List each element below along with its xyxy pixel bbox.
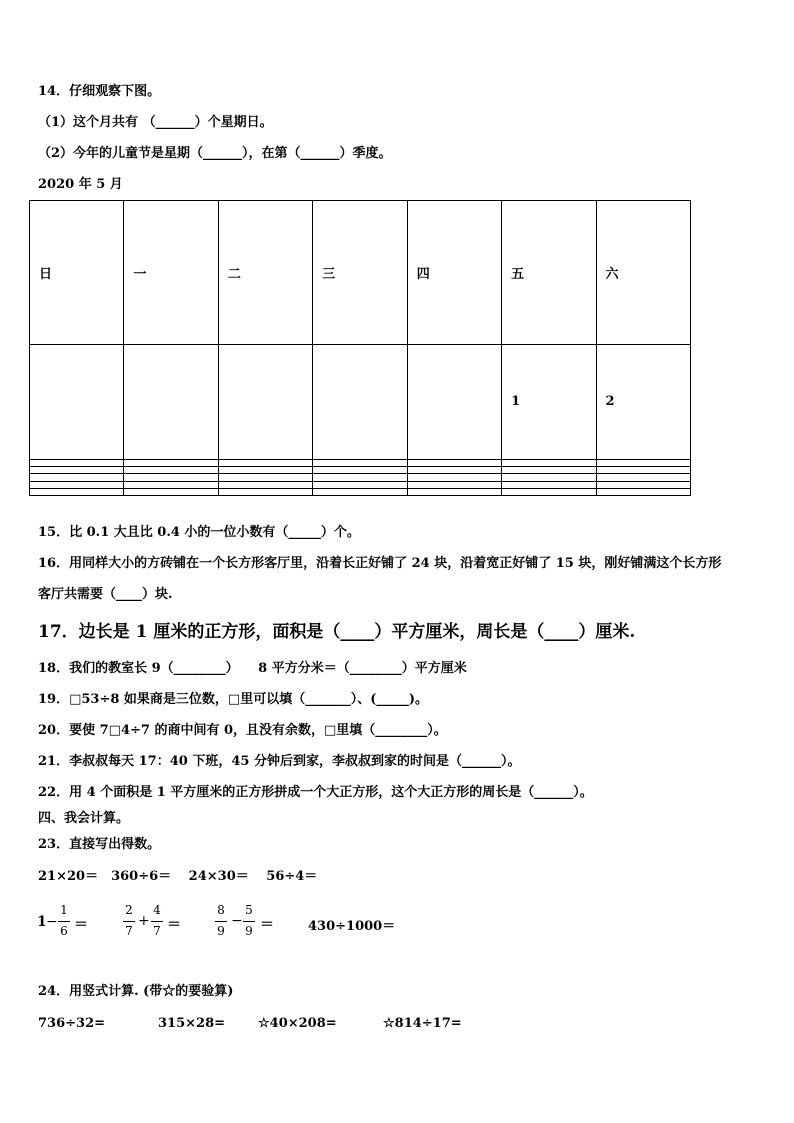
calendar-cell bbox=[596, 467, 690, 474]
q23-title: 23．直接写出得数。 bbox=[38, 837, 161, 852]
calendar-cell bbox=[313, 474, 407, 481]
calendar-cell bbox=[407, 474, 501, 481]
calendar-cell bbox=[407, 467, 501, 474]
q17: 17．边长是 1 厘米的正方形，面积是（____）平方厘米，周长是（____）厘米. bbox=[38, 622, 636, 642]
calendar-cell bbox=[407, 488, 501, 495]
q19: 19．□53÷8 如果商是三位数，□里可以填（_______）、(_____)。 bbox=[38, 692, 429, 707]
q14-title: 14．仔细观察下图。 bbox=[38, 84, 161, 99]
calendar-cell bbox=[218, 344, 312, 459]
q16-line2: 客厅共需要（____）块. bbox=[38, 587, 173, 602]
calendar-cell bbox=[218, 460, 312, 467]
calendar-cell bbox=[30, 488, 124, 495]
q24-title: 24．用竖式计算. (带☆的要验算) bbox=[38, 984, 234, 999]
calendar-cell bbox=[30, 474, 124, 481]
calendar-row bbox=[30, 467, 691, 474]
expr3-equals: ＝ bbox=[260, 917, 274, 933]
q24-item: ☆814÷17= bbox=[383, 1016, 462, 1031]
calendar-cell bbox=[218, 474, 312, 481]
calendar-table bbox=[29, 200, 691, 496]
calendar-cell bbox=[218, 481, 312, 488]
fraction-bar bbox=[243, 921, 255, 922]
calendar-cell bbox=[124, 474, 218, 481]
q18: 18．我们的教室长 9（________） 8 平方分米＝（________）平方厘米 bbox=[38, 661, 467, 676]
expr3-denominator-2: 9 bbox=[245, 924, 253, 938]
calendar-cell bbox=[407, 481, 501, 488]
calendar-cell bbox=[596, 488, 690, 495]
q14-part2: （2）今年的儿童节是星期（______），在第（______）季度。 bbox=[38, 146, 392, 161]
calendar-cell bbox=[502, 481, 596, 488]
expr2-denominator-1: 7 bbox=[125, 924, 133, 938]
expr2-numerator-2: 4 bbox=[153, 903, 161, 917]
calendar-cell bbox=[30, 460, 124, 467]
calendar-cell bbox=[502, 460, 596, 467]
calendar-cell bbox=[218, 467, 312, 474]
calendar-cell bbox=[124, 481, 218, 488]
calendar-cell bbox=[313, 460, 407, 467]
calendar-cell bbox=[502, 474, 596, 481]
calendar-header: 二 bbox=[218, 201, 312, 345]
expr2-equals: ＝ bbox=[167, 917, 181, 933]
calendar-cell bbox=[407, 344, 501, 459]
q24-item: ☆40×208= bbox=[258, 1016, 337, 1031]
calendar-cell bbox=[596, 481, 690, 488]
expr3-denominator-1: 9 bbox=[217, 924, 225, 938]
calendar-cell bbox=[313, 344, 407, 459]
calendar-cell bbox=[313, 488, 407, 495]
expr1-minus: − bbox=[46, 914, 58, 930]
section-4-heading: 四、我会计算。 bbox=[38, 811, 130, 826]
calendar-row bbox=[30, 488, 691, 495]
fraction-bar bbox=[151, 921, 163, 922]
q24-item: 736÷32= bbox=[38, 1016, 106, 1031]
calendar-cell bbox=[313, 481, 407, 488]
expr1-numerator: 1 bbox=[60, 903, 68, 917]
calendar-cell bbox=[596, 460, 690, 467]
calendar-row bbox=[30, 481, 691, 488]
calendar-cell bbox=[30, 467, 124, 474]
calendar-cell bbox=[596, 474, 690, 481]
expr3-numerator-1: 8 bbox=[217, 903, 225, 917]
expr2-denominator-2: 7 bbox=[153, 924, 161, 938]
calendar-header: 日 bbox=[30, 201, 124, 345]
calendar-cell: 2 bbox=[596, 344, 690, 459]
calendar-cell bbox=[502, 467, 596, 474]
calendar-title: 2020 年 5 月 bbox=[38, 177, 123, 192]
q14-part1: （1）这个月共有 （______）个星期日。 bbox=[38, 115, 273, 130]
fraction-bar bbox=[215, 921, 227, 922]
calendar-cell bbox=[124, 467, 218, 474]
fraction-bar bbox=[123, 921, 135, 922]
calendar-header-row bbox=[30, 201, 691, 345]
calendar-cell bbox=[30, 481, 124, 488]
calendar-cell bbox=[124, 460, 218, 467]
calendar-header: 四 bbox=[407, 201, 501, 345]
calendar-header: 五 bbox=[502, 201, 596, 345]
calendar-header: 六 bbox=[596, 201, 690, 345]
expr1-denominator: 6 bbox=[60, 924, 68, 938]
calendar-row bbox=[30, 474, 691, 481]
q16-line1: 16．用同样大小的方砖铺在一个长方形客厅里，沿着长正好铺了 24 块，沿着宽正好铺了 15 块，刚好铺满这个长方形 bbox=[38, 556, 722, 571]
calendar-cell bbox=[407, 460, 501, 467]
q20: 20．要使 7□4÷7 的商中间有 0，且没有余数，□里填（________）。 bbox=[38, 723, 447, 738]
q21: 21．李叔叔每天 17：40 下班，45 分钟后到家，李叔叔到家的时间是（______）。 bbox=[38, 754, 521, 769]
calendar-cell bbox=[124, 488, 218, 495]
expr3-numerator-2: 5 bbox=[245, 903, 253, 917]
q23-row1: 21×20＝ 360÷6＝ 24×30＝ 56÷4＝ bbox=[38, 869, 318, 884]
calendar-header: 三 bbox=[313, 201, 407, 345]
q15: 15．比 0.1 大且比 0.4 小的一位小数有（_____）个。 bbox=[38, 525, 360, 540]
calendar-row bbox=[30, 344, 691, 459]
calendar-cell bbox=[313, 467, 407, 474]
calendar-cell bbox=[124, 344, 218, 459]
calendar-row bbox=[30, 460, 691, 467]
expr3-minus: − bbox=[231, 913, 243, 929]
calendar-header: 一 bbox=[124, 201, 218, 345]
expr4: 430÷1000＝ bbox=[308, 919, 396, 934]
expr2-numerator-1: 2 bbox=[125, 903, 133, 917]
calendar-cell bbox=[30, 344, 124, 459]
q22: 22．用 4 个面积是 1 平方厘米的正方形拼成一个大正方形，这个大正方形的周长是（______）。 bbox=[38, 785, 593, 800]
calendar-cell bbox=[502, 488, 596, 495]
expr1-whole: 1 bbox=[37, 914, 47, 930]
expr2-plus: + bbox=[138, 913, 150, 929]
calendar-cell: 1 bbox=[502, 344, 596, 459]
expr1-equals: ＝ bbox=[74, 917, 88, 933]
q24-item: 315×28= bbox=[158, 1016, 226, 1031]
calendar-cell bbox=[218, 488, 312, 495]
fraction-bar bbox=[58, 921, 70, 922]
